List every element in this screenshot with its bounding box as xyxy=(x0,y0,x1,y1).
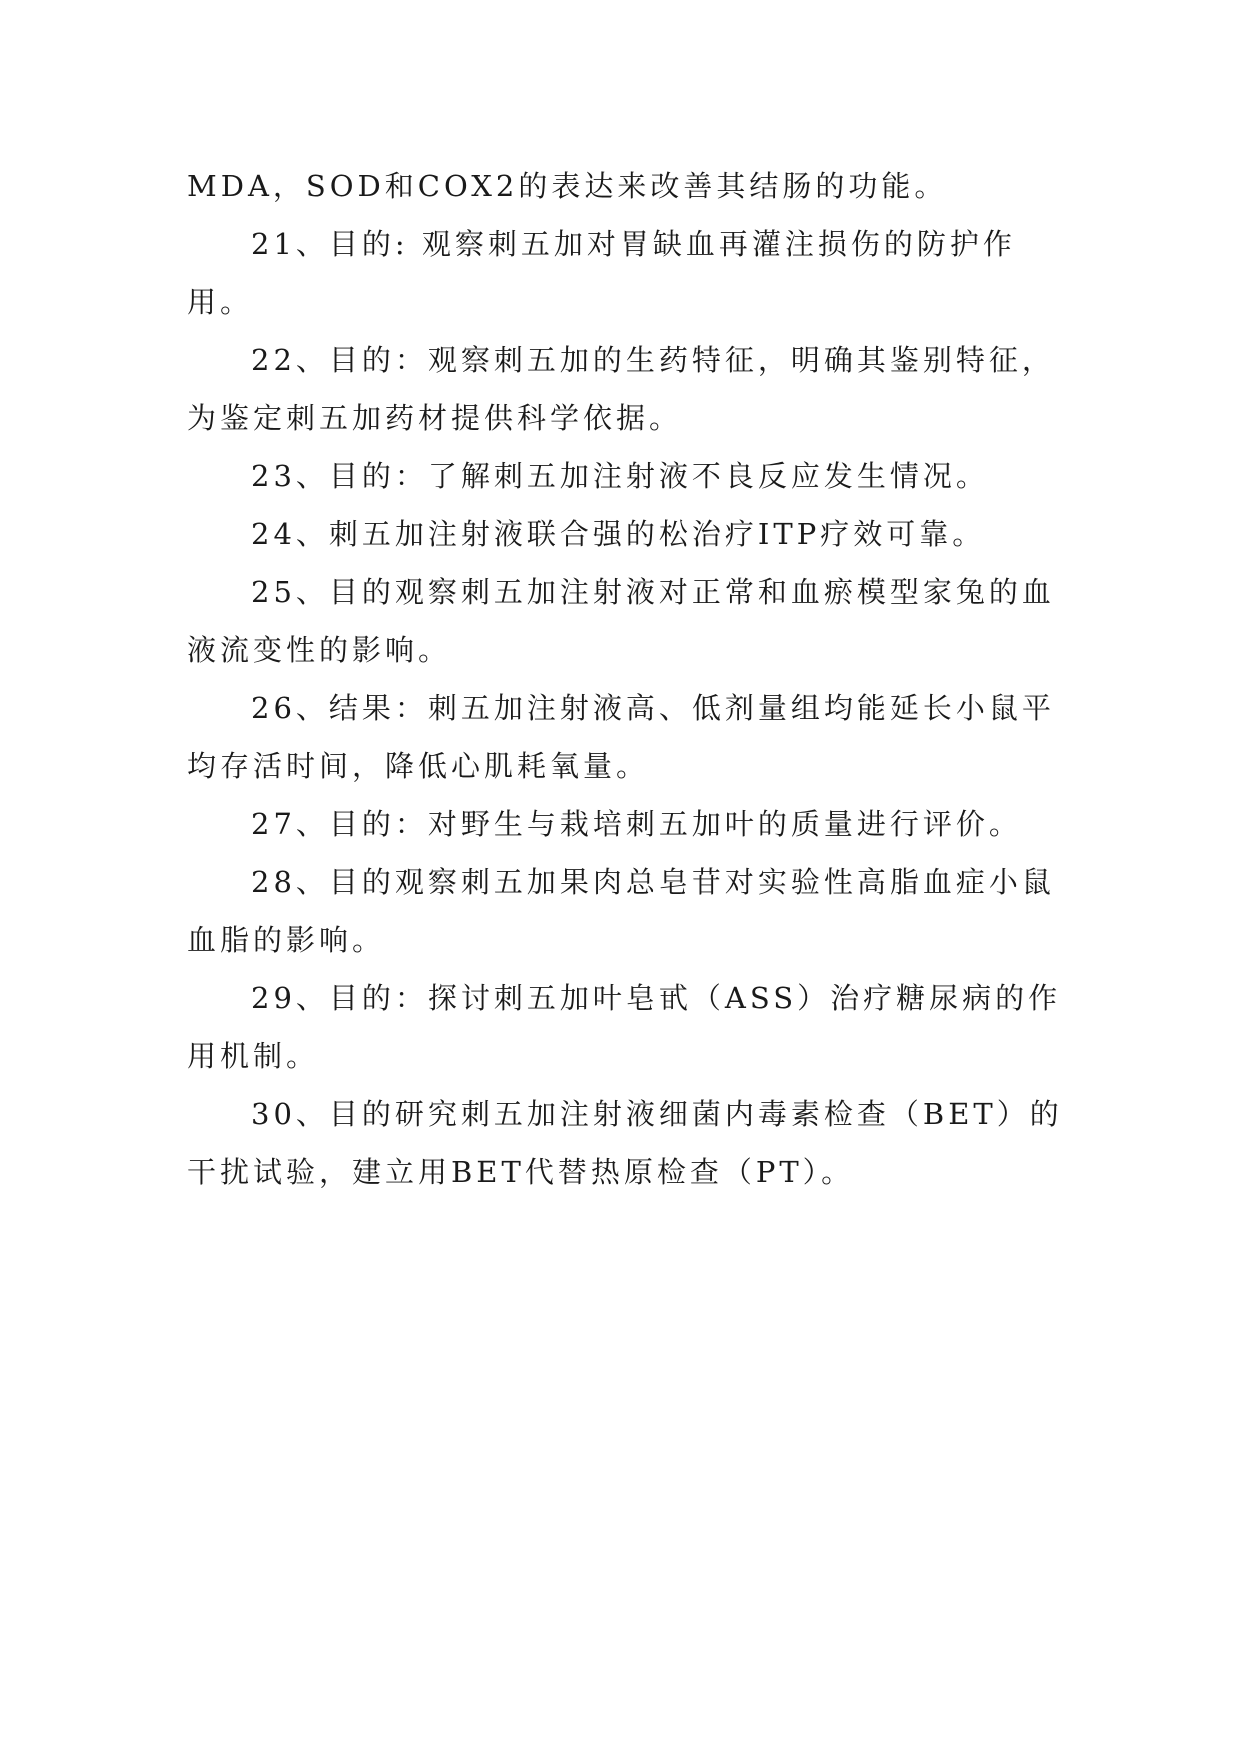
paragraph-item-21: 21、目的: 观察刺五加对胃缺血再灌注损伤的防护作用。 xyxy=(187,227,1016,319)
paragraph-item-26: 26、结果：刺五加注射液高、低剂量组均能延长小鼠平均存活时间，降低心肌耗氧量。 xyxy=(187,691,1055,783)
paragraph-item-29: 29、目的：探讨刺五加叶皂甙（ASS）治疗糖尿病的作用机制。 xyxy=(187,981,1062,1073)
paragraph-item-24: 24、刺五加注射液联合强的松治疗ITP疗效可靠。 xyxy=(251,517,986,551)
paragraph-item-23: 23、目的：了解刺五加注射液不良反应发生情况。 xyxy=(251,459,989,493)
paragraph-item-27: 27、目的：对野生与栽培刺五加叶的质量进行评价。 xyxy=(251,807,1022,841)
paragraph-item-28: 28、目的观察刺五加果肉总皂苷对实验性高脂血症小鼠血脂的影响。 xyxy=(187,865,1055,957)
paragraph-item-25: 25、目的观察刺五加注射液对正常和血瘀模型家兔的血液流变性的影响。 xyxy=(187,575,1055,667)
paragraph-item-30: 30、目的研究刺五加注射液细菌内毒素检查（BET）的干扰试验，建立用BET代替热原检查（PT）。 xyxy=(187,1097,1063,1189)
document-body xyxy=(187,157,1067,1201)
paragraph-item-22: 22、目的：观察刺五加的生药特征，明确其鉴别特征，为鉴定刺五加药材提供科学依据。 xyxy=(187,343,1055,435)
paragraph-continuation: MDA，SOD和COX2的表达来改善其结肠的功能。 xyxy=(187,169,948,203)
